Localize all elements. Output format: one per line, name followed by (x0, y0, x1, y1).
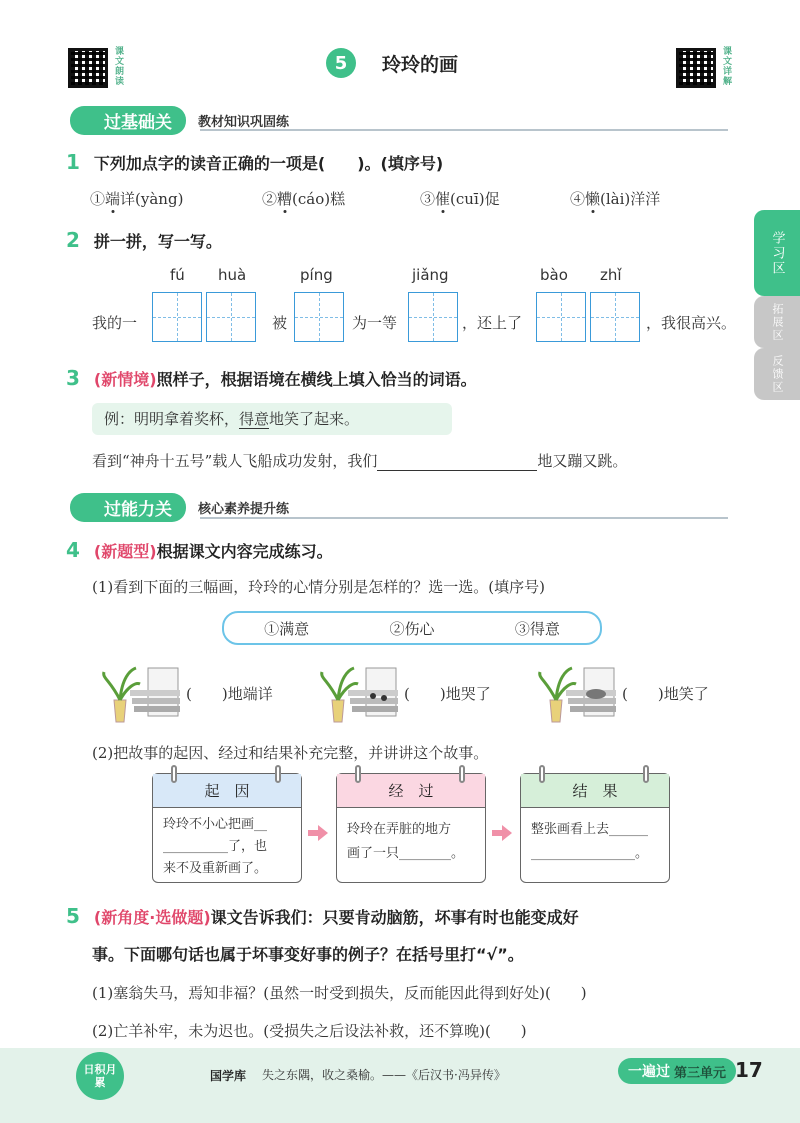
qr-right-label: 课文详解 (721, 46, 731, 86)
question-text-line2: 事。下面哪句话也属于坏事变好事的例子？在括号里打“√”。 (92, 945, 524, 964)
grid-cell[interactable] (536, 292, 586, 342)
q5-item-2[interactable]: (2)亡羊补牢，未为迟也。(受损失之后设法补救，还不算晚)( ) (92, 1022, 527, 1040)
picture-1 (100, 660, 182, 724)
writing-grid-baozhi[interactable] (536, 292, 640, 342)
footer-quote: 失之东隅，收之桑榆。——《后汉书·冯异传》 (262, 1068, 506, 1082)
section-title: 过基础关 (70, 106, 186, 135)
blank-2[interactable]: ( )地哭了 (404, 685, 491, 703)
side-tab-study[interactable]: 学习区 (754, 210, 800, 296)
segment-4: ，还上了 (462, 314, 523, 332)
lesson-title: 玲玲的画 (382, 54, 459, 76)
blank-3[interactable]: ( )地笑了 (622, 685, 709, 703)
picture-3 (536, 660, 618, 724)
section-divider (200, 517, 728, 519)
card-result: 结 果 整张画看上去______ ________________。 (520, 773, 670, 883)
card-title: 经 过 (337, 774, 485, 808)
qr-left-label: 课文朗读 (113, 46, 123, 86)
footer-badge: 日积月累 (76, 1052, 124, 1100)
writing-grid-jiang[interactable] (408, 292, 458, 346)
answer-line[interactable] (377, 453, 537, 471)
question-text: 下列加点字的读音正确的一项是( )。(填序号) (93, 153, 444, 173)
q3-sentence: 看到“神舟十五号”载人飞船成功发射，我们 地又蹦又跳。 (92, 452, 628, 470)
card-process: 经 过 玲玲在弄脏的地方 画了一只________。 (336, 773, 486, 883)
section-subtitle: 核心素养提升练 (198, 501, 290, 517)
question-number: 5 (66, 904, 80, 928)
card-title: 结 果 (521, 774, 669, 808)
writing-grid-fuhua[interactable] (152, 292, 256, 342)
segment-2: 被 (272, 314, 288, 332)
side-tab-feedback[interactable]: 反馈区 (754, 348, 800, 400)
question-2 (66, 228, 222, 252)
q4-part2: (2)把故事的起因、经过和结果补充完整，并讲讲这个故事。 (92, 744, 489, 762)
side-tab-extend[interactable]: 拓展区 (754, 296, 800, 348)
option-1: ①端详(yàng) (90, 190, 184, 208)
question-number: 2 (66, 228, 80, 252)
arrow-right-icon (502, 825, 512, 841)
question-number: 1 (66, 150, 80, 174)
pinyin-fu: fú (170, 266, 185, 284)
segment-1: 我的一 (92, 314, 138, 332)
grid-cell[interactable] (590, 292, 640, 342)
writing-grid-ping[interactable] (294, 292, 344, 346)
choice-box (222, 611, 602, 645)
question-tag: (新题型) (93, 541, 157, 561)
section-subtitle: 教材知识巩固练 (198, 114, 290, 130)
qr-code-right (676, 48, 716, 88)
pinyin-ping: píng (300, 266, 333, 284)
question-text: 拼一拼，写一写。 (93, 231, 222, 251)
grid-cell[interactable] (408, 292, 458, 342)
option-2: ②糟(cáo)糕 (262, 190, 346, 208)
question-tag: (新角度·选做题) (93, 907, 211, 927)
card-title: 起 因 (153, 774, 301, 808)
option-4: ④懒(lài)洋洋 (570, 190, 661, 208)
segment-3: 为一等 (352, 314, 398, 332)
q1-options (90, 188, 660, 209)
pinyin-hua: huà (218, 266, 247, 284)
choice-1: ①满意 (264, 619, 310, 638)
grid-cell[interactable] (206, 292, 256, 342)
pinyin-zhi: zhǐ (600, 266, 622, 284)
q4-part1: (1)看到下面的三幅画，玲玲的心情分别是怎样的？选一选。(填序号) (92, 578, 545, 596)
lesson-number: 5 (326, 48, 356, 78)
arrow-right-icon (318, 825, 328, 841)
footer-unit-pill (618, 1058, 736, 1084)
picture-2 (318, 660, 400, 724)
card-cause: 起 因 玲玲不小心把画__ __________了，也 来不及重新画了。 (152, 773, 302, 883)
section-divider (200, 129, 728, 131)
footer-brand: 一遍过 (628, 1064, 670, 1080)
question-tag: (新情境) (93, 369, 157, 389)
grid-cell[interactable] (294, 292, 344, 342)
question-text: 照样子，根据语境在横线上填入恰当的词语。 (156, 369, 477, 389)
question-number: 3 (66, 366, 80, 390)
choice-3: ③得意 (514, 619, 560, 638)
blank-1[interactable]: ( )地端详 (186, 685, 273, 703)
grid-cell[interactable] (152, 292, 202, 342)
page-number: 17 (735, 1058, 763, 1082)
section-title: 过能力关 (70, 493, 186, 522)
question-text: 根据课文内容完成练习。 (156, 541, 333, 561)
q5-item-1[interactable]: (1)塞翁失马，焉知非福？(虽然一时受到损失，反而能因此得到好处)( ) (92, 984, 587, 1002)
pinyin-bao: bào (540, 266, 568, 284)
footer-unit: 第三单元 (674, 1065, 727, 1081)
question-number: 4 (66, 538, 80, 562)
choice-2: ②伤心 (389, 619, 435, 638)
pinyin-jiang: jiǎng (412, 266, 449, 284)
question-5 (66, 904, 579, 928)
option-3: ③催(cuī)促 (420, 190, 500, 208)
question-1 (66, 150, 443, 174)
question-4 (66, 538, 333, 562)
question-text: 课文告诉我们：只要肯动脑筋，坏事有时也能变成好 (210, 907, 579, 927)
example-underlined: 得意 (239, 410, 270, 428)
segment-5: ，我很高兴。 (646, 314, 737, 332)
footer-label: 国学库 (210, 1069, 247, 1083)
example-box: 例：明明拿着奖杯，得意地笑了起来。 (92, 403, 452, 435)
qr-code-left (68, 48, 108, 88)
question-3 (66, 366, 477, 390)
